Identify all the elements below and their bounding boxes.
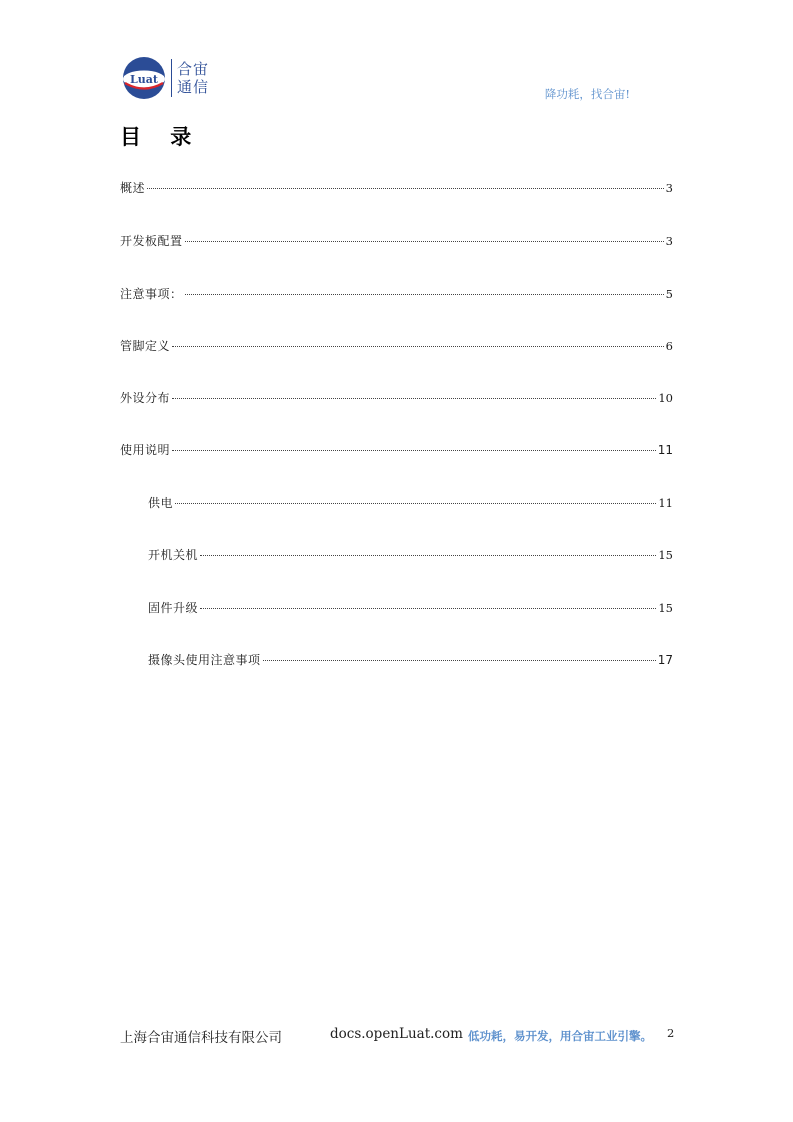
toc-entry-page: 17 [657,653,673,667]
toc-entry-label: 固件升级 [148,601,199,615]
toc-entry[interactable] [120,441,673,459]
logo-line-1: 合宙 [177,60,210,78]
page-number: 2 [667,1026,675,1040]
toc-entry-page: 10 [658,391,673,405]
toc-entry-label: 开机关机 [148,548,199,562]
page-footer [120,1026,678,1046]
toc-leader-dots [172,449,656,451]
toc-leader-dots [200,554,656,556]
logo-wordmark [171,59,209,97]
toc-leader-dots [200,607,656,609]
toc-subentry[interactable] [148,651,673,669]
toc-leader-dots [263,659,656,661]
toc-entry-page: 3 [665,234,673,248]
toc-leader-dots [172,397,656,399]
toc-entry-page: 15 [658,548,673,562]
company-logo [122,56,209,100]
toc-leader-dots [172,345,664,347]
toc-entry[interactable] [120,285,673,303]
toc-title: 目 录 [120,125,203,149]
toc-leader-dots [185,240,664,242]
toc-entry-label: 使用说明 [120,443,171,457]
footer-slogan: 低功耗，易开发，用合宙工业引擎。 [468,1029,652,1043]
toc-entry-page: 11 [658,496,673,510]
toc-subentry[interactable] [148,546,673,564]
toc-entry-page: 6 [665,339,673,353]
logo-line-2: 通信 [177,78,210,96]
toc-entry-label: 外设分布 [120,391,171,405]
toc-leader-dots [147,187,664,189]
toc-entry[interactable] [120,389,673,407]
logo-mark-text: Luat [130,73,158,86]
toc-entry-label: 管脚定义 [120,339,171,353]
toc-entry-page: 5 [665,287,673,301]
toc-subentry[interactable] [148,599,673,617]
footer-website-link[interactable]: docs.openLuat.com [330,1026,463,1042]
footer-company: 上海合宙通信科技有限公司 [120,1030,282,1046]
toc-entry[interactable] [120,179,673,197]
toc-subentry[interactable] [148,494,673,512]
toc-entry-label: 供电 [148,496,174,510]
toc-entry-label: 摄像头使用注意事项 [148,653,261,667]
toc-entry-page: 15 [658,601,673,615]
luat-logo-icon [122,56,166,100]
toc-entry-page: 11 [657,443,673,457]
toc-leader-dots [175,502,656,504]
toc-entry-label: 概述 [120,181,146,195]
toc-entry[interactable] [120,232,673,250]
toc-entry-label: 开发板配置 [120,234,183,248]
header-slogan: 降功耗，找合宙! [544,87,630,101]
toc-entry-label: 注意事项： [120,287,183,301]
toc-entry-page: 3 [665,181,673,195]
toc-leader-dots [185,293,664,295]
toc-entry[interactable] [120,337,673,355]
